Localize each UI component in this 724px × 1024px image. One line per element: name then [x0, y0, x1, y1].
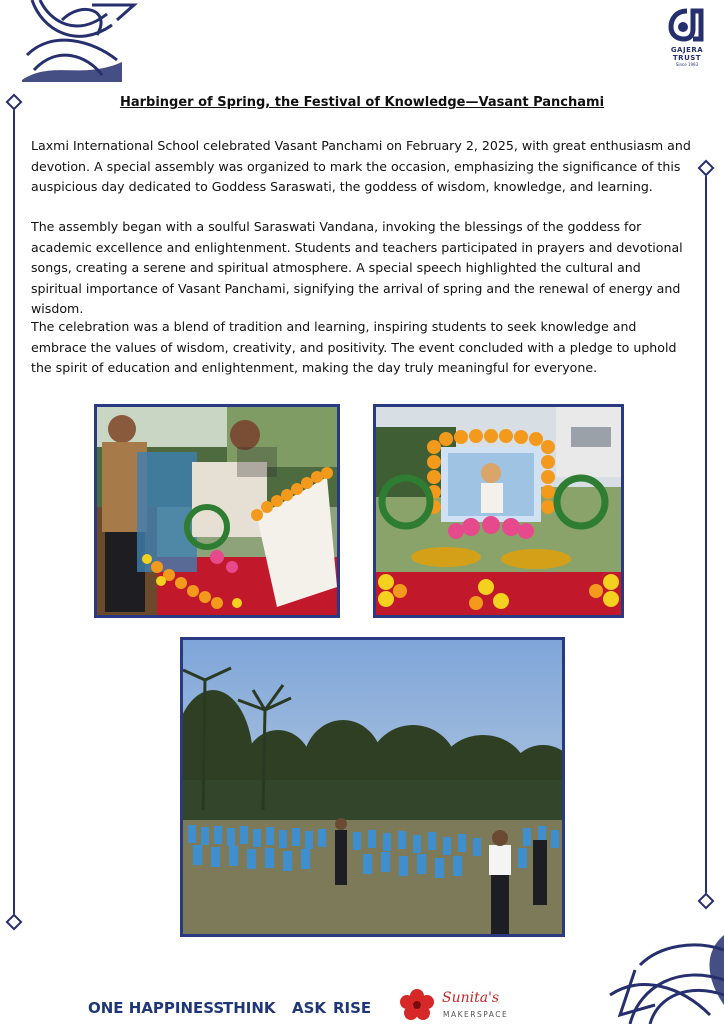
- photo-saraswati-altar: [373, 404, 624, 618]
- logo-name: GAJERA: [670, 46, 704, 54]
- photo-teacher-offering: [94, 404, 340, 618]
- footer-slogan-one-happiness: ONE HAPPINESS: [88, 999, 225, 1017]
- right-rail-bottom-diamond: [698, 893, 715, 910]
- logo-tag: Since 1993: [675, 62, 699, 67]
- gajera-trust-logo: [660, 8, 714, 67]
- right-border-rail: [705, 168, 707, 901]
- makerspace-flower-icon: [399, 988, 435, 1020]
- article-paragraph-1: Laxmi International School celebrated Vasant Panchami on February 2, 2025, with great enthusiasm and devotion. A special assembly was organized to mark the occasion, emphasizing the significance of this auspicious day dedicated to Goddess Saraswati, the goddess of wisdom, knowledge, and learning.: [31, 138, 691, 194]
- logo-sub: TRUST: [672, 54, 702, 62]
- corner-swirl-bottom-right: [600, 925, 724, 1024]
- corner-swirl-top-left: [22, 0, 142, 82]
- footer-slogan-ask: ASK: [292, 999, 327, 1017]
- footer-slogan-rise: RISE: [333, 999, 372, 1017]
- article-title: Harbinger of Spring, the Festival of Knowledge—Vasant Panchami: [119, 95, 605, 110]
- left-rail-bottom-diamond: [6, 914, 23, 931]
- article-paragraph-2: The assembly began with a soulful Saraswati Vandana, invoking the blessings of the goddess for academic excellence and enlightenment. Students and teachers participated in prayers and devotional songs, creating a serene and spiritual atmosphere. A special speech highlighted the cultural and spiritual importance of Vasant Panchami, signifying the arrival of spring and the renewal of energy and wisdom.: [31, 219, 683, 316]
- footer-slogan-think: THINK: [223, 999, 276, 1017]
- gajera-logo-mark-icon: [668, 8, 706, 42]
- makerspace-word: MAKERSPACE: [443, 1010, 509, 1019]
- makerspace-script-name: Sunita's: [442, 990, 500, 1006]
- right-rail-top-diamond: [698, 160, 715, 177]
- article-paragraph-3: The celebration was a blend of tradition and learning, inspiring students to seek knowledge and embrace the values of wisdom, creativity, and positivity. The event concluded with a pledge to uphold the spirit of education and enlightenment, making the day truly meaningful for everyone.: [31, 319, 677, 375]
- photo-assembly-ground: [180, 637, 565, 937]
- left-border-rail: [13, 102, 15, 922]
